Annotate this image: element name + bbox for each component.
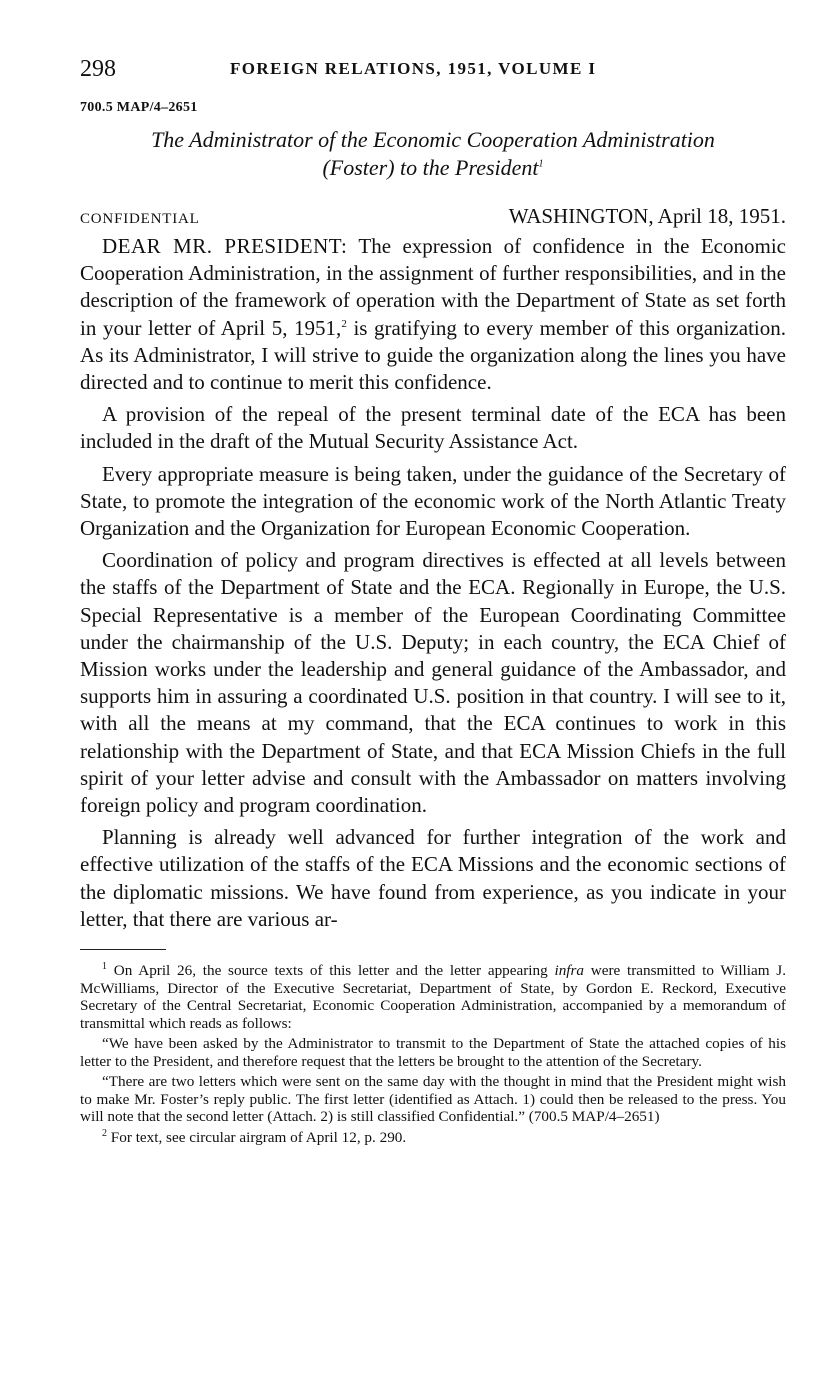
- date: April 18, 1951.: [657, 204, 786, 228]
- paragraph-4: Coordination of policy and program directives is effected at all levels between the staffs of the Department of State and the ECA. Regionally in Europe, the U.S. Special Representative is a member of the European Coordinating Committee under the chairmanship of the U.S. Deputy; in each country, the ECA Chief of Mission works under the leadership and general guidance of the Ambassador, and supports him in assuring a coordinated U.S. position in that country. I will see to it, with all the means at my command, that the ECA continues to work in this relationship with the Department of State, and that ECA Mission Chiefs in the full spirit of your letter advise and consult with the Ambassador on matters involving foreign policy and program coordination.: [80, 548, 786, 818]
- title-footnote-mark: 1: [538, 158, 544, 170]
- footnotes: [80, 962, 786, 1146]
- footnote-ref-2: 2: [341, 317, 347, 330]
- footnote-1-part-1: On April 26, the source texts of this letter and the letter appearing: [113, 962, 548, 980]
- paragraph-1: [80, 233, 786, 396]
- footnote-1-part-2: were transmitted to William J. McWilliams, Director of the Executive Secretariat, Department of State, by Gordon E. Reckord, Executive Secretary of the Central Secretariat, Economic Cooperation Administration, accompanied by a memorandum of transmittal which reads as follows:: [80, 962, 786, 1032]
- footnote-1: [80, 962, 786, 1032]
- title-line-2: [88, 154, 778, 182]
- page-number: 298: [80, 56, 116, 82]
- paragraph-1-part-2: is gratifying to every member of this organization. As its Administrator, I will strive to guide the organization along the lines you have directed and to continue to merit this confidence.: [80, 315, 786, 395]
- paragraph-5: Planning is already well advanced for further integration of the work and effective utilization of the staffs of the ECA Missions and the economic sections of the diplomatic missions. We have found from experience, as you indicate in your letter, that there are various ar-: [80, 825, 786, 931]
- place: WASHINGTON,: [508, 204, 654, 228]
- file-number: 700.5 MAP/4–2651: [80, 100, 198, 115]
- paragraph-2: A provision of the repeal of the present terminal date of the ECA has been included in the draft of the Mutual Security Assistance Act.: [80, 402, 786, 454]
- title-line-2-text: (Foster) to the President: [322, 155, 539, 180]
- dateline: [80, 204, 786, 229]
- letter-body: [80, 233, 786, 933]
- classification-label: CONFIDENTIAL: [80, 211, 200, 227]
- footnote-1-quote-1: “We have been asked by the Administrator to transmit to the Department of State the attached copies of his letter to the President, and therefore request that the letters be brought to the attention of the Secretary.: [80, 1035, 786, 1070]
- paragraph-1-part-1: The expression of confidence in the Economic Cooperation Administration, in the assignment of further responsibilities, and in the description of the framework of operation with the Department of State as set forth in your letter of April 5, 1951,: [80, 234, 786, 340]
- place-date: [509, 204, 786, 229]
- running-head: FOREIGN RELATIONS, 1951, VOLUME I: [230, 59, 597, 78]
- document-page: [80, 56, 786, 1149]
- salutation: DEAR MR. PRESIDENT:: [102, 234, 348, 258]
- footnote-2-text: For text, see circular airgram of April 12, p. 290.: [110, 1128, 407, 1146]
- title-line-1: The Administrator of the Economic Cooperation Administration: [151, 127, 715, 152]
- page-header: [80, 56, 786, 90]
- footnote-2: [80, 1129, 786, 1147]
- footnote-1-mark: 1: [102, 961, 107, 973]
- footnote-divider: [80, 949, 166, 950]
- document-title: [80, 126, 786, 182]
- footnote-1-italic: infra: [554, 962, 585, 980]
- footnote-1-quote-2: “There are two letters which were sent on the same day with the thought in mind that the President might wish to make Mr. Foster’s reply public. The first letter (identified as Attach. 1) could then be released to the press. You will note that the second letter (Attach. 2) is still classified Confidential.” (700.5 MAP/4–2651): [80, 1073, 786, 1126]
- paragraph-3: Every appropriate measure is being taken, under the guidance of the Secretary of State, to promote the integration of the economic work of the North Atlantic Treaty Organization and the Organization for European Economic Cooperation.: [80, 461, 786, 541]
- footnote-2-mark: 2: [102, 1127, 107, 1139]
